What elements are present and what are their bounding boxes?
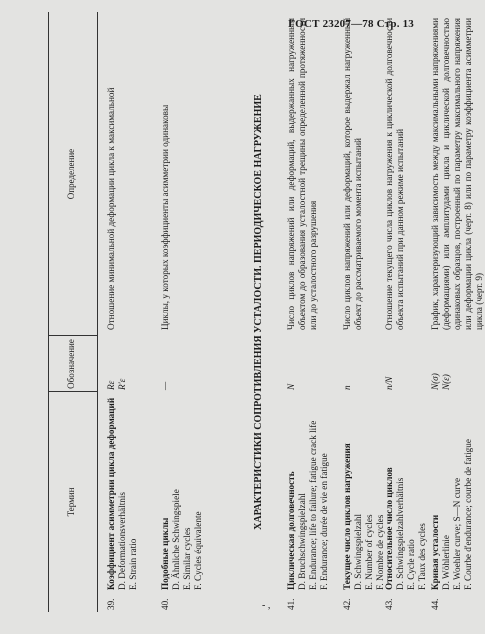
- column-header-symbol: Обозначение: [66, 339, 76, 389]
- entry-symbol: n/N: [384, 376, 394, 390]
- entry-symbol: Rε R'ε: [106, 378, 127, 390]
- term-translations: D. Wöhlerlinie E. Woehler curve; S—N curve F. Courbe d'endurance; courbe de fatigue: [441, 439, 473, 590]
- section-title: ХАРАКТЕРИСТИКИ СОПРОТИВЛЕНИЯ УСТАЛОСТИ. ПЕРИОДИЧЕСКОЕ НАГРУЖЕНИЕ: [253, 94, 264, 530]
- entry-term: [430, 392, 474, 590]
- term-name: Кривая усталости: [430, 514, 440, 590]
- entry-definition: График, характеризующий зависимость между максимальными напряжениями (деформациями) или амплитудами цикла и циклической долговечностью одинаковых образцов, построенный по параметру максимального напряжения или деформации цикла (черт. 8) или по параметру коэффициента асимметрии цикла (черт. 9): [430, 18, 484, 330]
- entry-number: 44.: [430, 598, 440, 610]
- term-name: Подобные циклы: [160, 517, 170, 590]
- column-header-definition: Определение: [66, 148, 76, 200]
- table-header-rule: [97, 12, 98, 612]
- term-translations: D. Bruchschwingspielzahl E. Endurance; life to failure; fatigue crack life F. Endurance; durée de vie en fatigue: [297, 420, 329, 590]
- column-header-term: Термин: [66, 487, 76, 517]
- entry-number: 41.: [286, 598, 296, 610]
- entry-term: [106, 392, 139, 590]
- entry-symbol: n: [342, 385, 352, 390]
- term-translations: D. Schwingspielzahl E. Number of cycles F. Nombre de cycles: [353, 513, 385, 590]
- entry-number: 39.: [106, 598, 116, 610]
- entry-number: 43.: [384, 598, 394, 610]
- term-translations: D. Schwingspielzahlverhältnis E. Cycle ratio F. Taux des cycles: [395, 477, 427, 590]
- term-name: Текущее число циклов нагружения: [342, 443, 352, 590]
- term-name: Циклическая долговечность: [286, 471, 296, 590]
- entry-definition: Отношение минимальной деформации цикла к максимальной: [106, 87, 116, 330]
- entry-term: [286, 392, 330, 590]
- entry-symbol: N(σ) N(ε): [430, 373, 451, 390]
- term-translations: D. Ähnliche Schwingspiele E. Similar cycles F. Cycles équivalente: [171, 489, 203, 590]
- term-name: Коэффициент асимметрии цикла деформаций: [106, 397, 116, 590]
- entry-definition: Число циклов напряжений или деформаций, выдержанных нагруженным объектом до образования усталостной трещины определенной протяженности или до усталостного разрушения: [286, 18, 318, 330]
- entry-term: [160, 392, 204, 590]
- entry-number: 40.: [160, 598, 170, 610]
- entry-term: [342, 392, 386, 590]
- term-translations: D. Deformationsverhältnis E. Strain ratio: [117, 492, 138, 590]
- entry-term: [384, 392, 428, 590]
- entry-symbol: N: [286, 383, 296, 390]
- entry-definition: Циклы, у которых коэффициенты асимметрии одинаковы: [160, 104, 170, 330]
- page-header: ГОСТ 23207—78 Стр. 13: [288, 18, 414, 30]
- term-name: Относительное число циклов: [384, 467, 394, 590]
- rotated-table: [48, 12, 484, 612]
- entry-definition: Отношение текущего числа циклов нагружения к циклической долговечности объекта испытаний при данном режиме испытаний: [384, 18, 405, 330]
- footer-mark: - ,: [262, 600, 271, 611]
- entry-symbol: —: [160, 381, 170, 390]
- entry-number: 42.: [342, 598, 352, 610]
- entry-definition: Число циклов напряжений или деформаций, которое выдержал нагруженный объект до рассматриваемого момента испытаний: [342, 18, 363, 330]
- table-top-rule: [48, 12, 49, 612]
